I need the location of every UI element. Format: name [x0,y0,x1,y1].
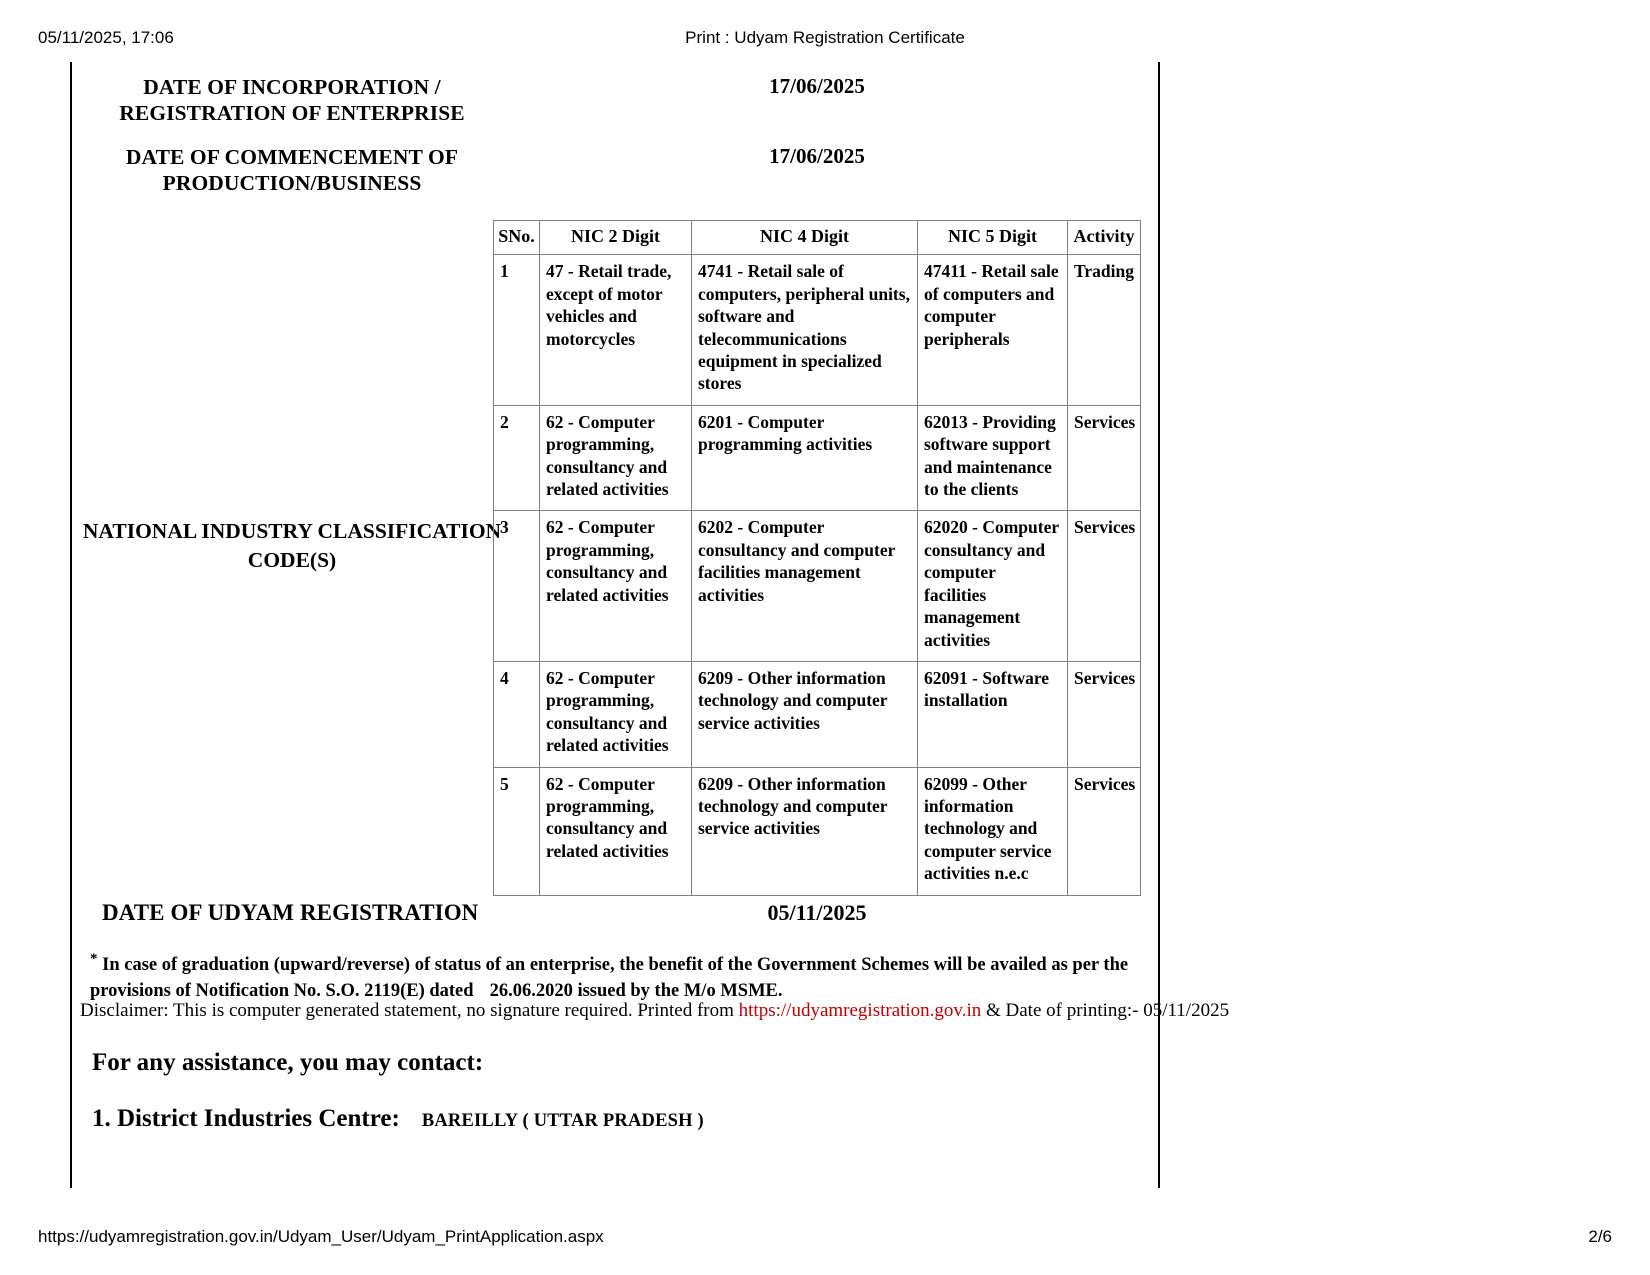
cell-activity: Services [1068,405,1141,511]
table-row [494,255,1141,405]
cell-nic4: 6209 - Other information technology and computer service activities [692,767,918,895]
cell-sno: 2 [494,405,540,511]
date-of-incorporation-label: DATE OF INCORPORATION / REGISTRATION OF ENTERPRISE [119,75,465,125]
column-header-nic2: NIC 2 Digit [540,221,692,255]
cell-sno: 5 [494,767,540,895]
browser-print-footer [0,1227,1650,1253]
table-row [494,511,1141,661]
cell-nic4: 4741 - Retail sale of computers, peripheral units, software and telecommunications equipment in specialized stores [692,255,918,405]
date-of-incorporation-value: 17/06/2025 [769,74,865,98]
table-row [494,767,1141,895]
cell-activity: Services [1068,511,1141,661]
cell-sno: 1 [494,255,540,405]
cell-nic5: 62099 - Other information technology and computer service activities n.e.c [918,767,1068,895]
district-industries-centre-row [92,1105,1132,1133]
cell-nic5: 62020 - Computer consultancy and computer facilities management activities [918,511,1068,661]
column-header-nic4: NIC 4 Digit [692,221,918,255]
table-header-row [494,221,1141,255]
date-of-commencement-label: DATE OF COMMENCEMENT OF PRODUCTION/BUSINESS [125,145,459,195]
cell-nic2: 62 - Computer programming, consultancy and related activities [540,767,692,895]
print-footer-url: https://udyamregistration.gov.in/Udyam_User/Udyam_PrintApplication.aspx [38,1227,604,1246]
cell-nic5: 47411 - Retail sale of computers and computer peripherals [918,255,1068,405]
date-of-udyam-registration-value: 05/11/2025 [767,900,867,925]
cell-nic2: 47 - Retail trade, except of motor vehicles and motorcycles [540,255,692,405]
date-of-commencement-value: 17/06/2025 [769,144,865,168]
print-header-timestamp: 05/11/2025, 17:06 [38,28,174,47]
certificate-page [70,62,1230,1188]
footnote-line-2b: 26.06.2020 issued by the M/o MSME. [489,981,783,1002]
cell-nic4: 6202 - Computer consultancy and computer facilities management activities [692,511,918,661]
footnote-line-2a: provisions of Notification No. S.O. 2119(E) dated [90,981,474,1002]
cell-nic2: 62 - Computer programming, consultancy and related activities [540,511,692,661]
column-header-activity: Activity [1068,221,1141,255]
cell-nic5: 62013 - Providing software support and maintenance to the clients [918,405,1068,511]
print-header-title: Print : Udyam Registration Certificate [685,28,965,47]
column-header-nic5: NIC 5 Digit [918,221,1068,255]
browser-print-header [0,28,1650,54]
district-industries-centre-value: BAREILLY ( UTTAR PRADESH ) [421,1111,704,1131]
graduation-footnote [90,946,1145,1004]
cell-activity: Services [1068,767,1141,895]
cell-sno: 4 [494,661,540,767]
asterisk-icon: * [90,951,98,967]
udyam-registration-link[interactable]: https://udyamregistration.gov.in [738,1000,982,1021]
cell-activity: Trading [1068,255,1141,405]
print-footer-page-number: 2/6 [1588,1227,1612,1246]
disclaimer-before-link: Disclaimer: This is computer generated statement, no signature required. Printed from [80,1000,739,1021]
cell-nic2: 62 - Computer programming, consultancy and related activities [540,661,692,767]
footnote-line-1: In case of graduation (upward/reverse) of status of an enterprise, the benefit of the Government Schemes will be availed as per the [102,955,1129,976]
cell-nic5: 62091 - Software installation [918,661,1068,767]
table-row [494,661,1141,767]
nic-codes-label: NATIONAL INDUSTRY CLASSIFICATION CODE(S) [82,519,502,572]
cell-activity: Services [1068,661,1141,767]
disclaimer-text [80,998,1230,1024]
cell-sno: 3 [494,511,540,661]
nic-codes-table [493,220,1141,896]
cell-nic4: 6209 - Other information technology and computer service activities [692,661,918,767]
district-industries-centre-label: 1. District Industries Centre: [92,1105,400,1132]
assistance-heading: For any assistance, you may contact: [92,1049,484,1076]
column-header-sno: SNo. [494,221,540,255]
date-of-udyam-registration-label: DATE OF UDYAM REGISTRATION [102,900,479,925]
disclaimer-after-link: & Date of printing:- 05/11/2025 [981,1000,1230,1021]
cell-nic4: 6201 - Computer programming activities [692,405,918,511]
table-row [494,405,1141,511]
cell-nic2: 62 - Computer programming, consultancy and related activities [540,405,692,511]
